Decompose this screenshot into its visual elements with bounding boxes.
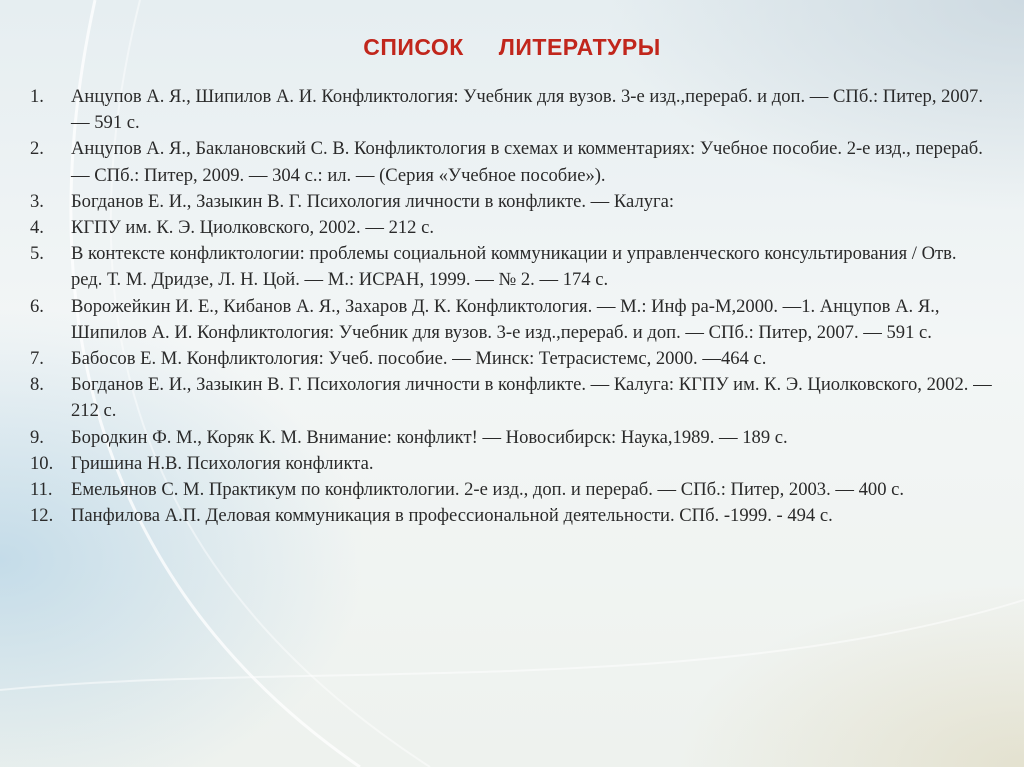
reference-number: 4. <box>30 217 44 239</box>
reference-number: 5. <box>30 243 44 265</box>
reference-text: Богданов Е. И., Зазыкин В. Г. Психология личности в конфликте. — Калуга: КГПУ им. К. Э. Циолковского, 2002. — 212 с. <box>71 374 992 422</box>
reference-number: 11. <box>30 479 53 501</box>
reference-item <box>30 346 992 372</box>
reference-text: Гришина Н.В. Психология конфликта. <box>71 452 374 474</box>
reference-text: Бородкин Ф. М., Коряк К. М. Внимание: конфликт! — Новосибирск: Наука,1989. — 189 с. <box>71 426 788 448</box>
reference-text: Анцупов А. Я., Баклановский С. В. Конфликтология в схемах и комментариях: Учебное пособие. 2-е изд., перераб. — СПб.: Питер, 2009. — 304 с.: ил. — (Серия «Учебное пособие»). <box>71 138 983 186</box>
reference-item <box>30 84 992 136</box>
reference-item <box>30 477 992 503</box>
reference-text: Бабосов Е. М. Конфликтология: Учеб. пособие. — Минск: Тетрасистемс, 2000. —464 с. <box>71 348 767 370</box>
reference-item <box>30 136 992 188</box>
reference-text: Емельянов С. М. Практикум по конфликтологии. 2-е изд., доп. и перераб. — СПб.: Питер, 2003. — 400 с. <box>71 479 905 501</box>
reference-item <box>30 241 992 293</box>
reference-number: 3. <box>30 190 44 212</box>
reference-number: 12. <box>30 505 54 527</box>
reference-text: КГПУ им. К. Э. Циолковского, 2002. — 212 с. <box>71 217 435 239</box>
reference-item <box>30 189 992 215</box>
reference-text: Анцупов А. Я., Шипилов А. И. Конфликтология: Учебник для вузов. 3-е изд.,перераб. и доп. — СПб.: Питер, 2007. — 591 с. <box>71 86 983 134</box>
reference-item <box>30 425 992 451</box>
reference-text: Ворожейкин И. Е., Кибанов А. Я., Захаров Д. К. Конфликтология. — М.: Инф ра-М,2000. —1. Анцупов А. Я., Шипилов А. И. Конфликтология: Учебник для вузов. 3-е изд.,перераб. и доп. — СПб.: Питер, 2007. — 591 с. <box>71 295 940 343</box>
reference-item <box>30 372 992 424</box>
slide-title: СПИСОК ЛИТЕРАТУРЫ <box>363 34 661 60</box>
reference-number: 1. <box>30 86 44 107</box>
reference-number: 9. <box>30 426 44 448</box>
reference-number: 6. <box>30 295 44 317</box>
reference-item <box>30 294 992 346</box>
reference-text: Богданов Е. И., Зазыкин В. Г. Психология личности в конфликте. — Калуга: <box>71 190 675 212</box>
reference-number: 10. <box>30 452 54 474</box>
reference-text: В контексте конфликтологии: проблемы социальной коммуникации и управленческого консультирования / Отв. ред. Т. М. Дридзе, Л. Н. Цой. — М.: ИСРАН, 1999. — № 2. — 174 с. <box>71 243 957 291</box>
reference-number: 8. <box>30 374 44 396</box>
reference-item <box>30 503 992 529</box>
reference-number: 2. <box>30 138 44 160</box>
reference-text: Панфилова А.П. Деловая коммуникация в профессиональной деятельности. СПб. -1999. - 494 с. <box>71 505 833 527</box>
reference-number: 7. <box>30 348 44 370</box>
reference-item <box>30 451 992 477</box>
reference-item <box>30 215 992 241</box>
reference-list <box>30 84 992 529</box>
